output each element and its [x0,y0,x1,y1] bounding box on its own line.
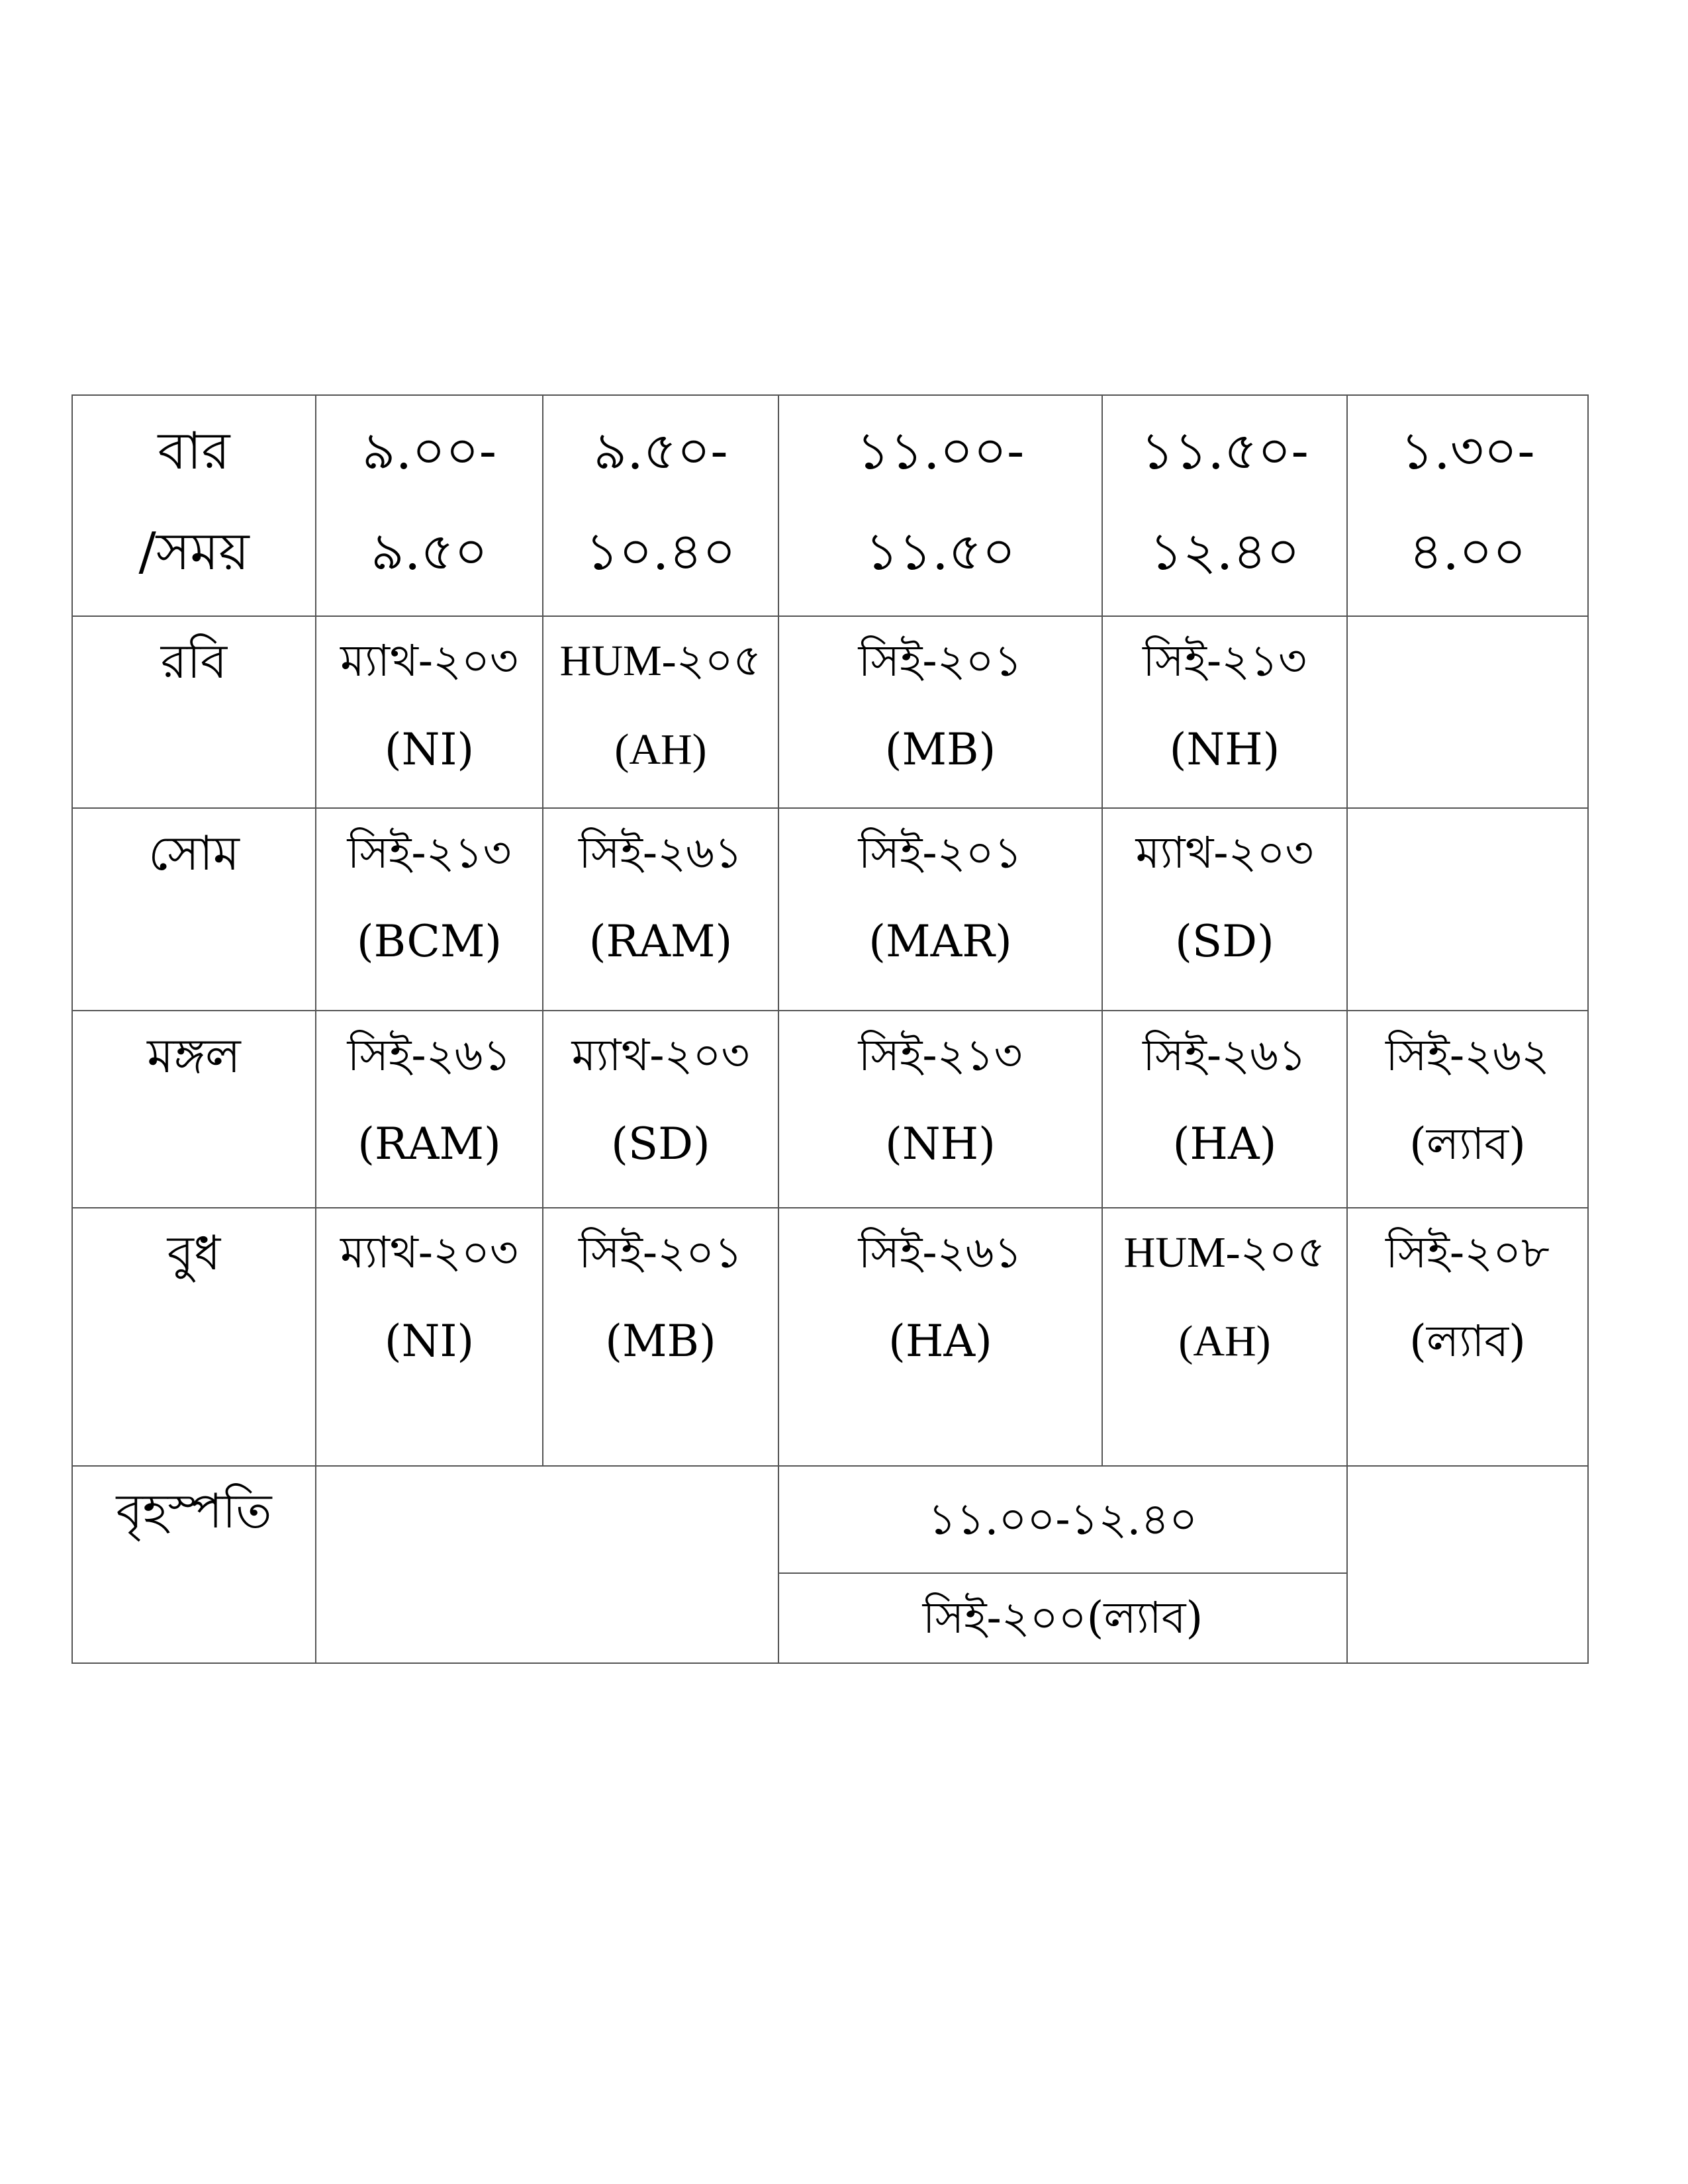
class-cell-empty [1347,1466,1588,1663]
lab-course-cell [778,1573,1347,1663]
class-cell [778,1011,1102,1208]
class-cell [1102,616,1347,808]
lab-time-label: ১১.০০-১২.৪০ [927,1494,1198,1545]
class-label: ম্যাথ-২০৩ (NI) [340,1227,518,1367]
day-label: সোম [148,825,240,881]
class-cell [316,1208,543,1466]
class-cell [316,616,543,808]
class-cell [1102,808,1347,1011]
class-label: সিই-২১৩ (BCM) [347,827,512,967]
class-label: সিই-২৬২ (ল্যাব) [1385,1030,1550,1169]
class-cell [778,616,1102,808]
header-slot-3-label: ১১.০০- ১১.৫০ [856,422,1025,582]
row-sunday [72,616,1588,808]
day-label: মঙ্গল [147,1028,241,1083]
header-slot-5-label: ১.৩০- ৪.০০ [1400,422,1535,582]
day-cell-thursday [72,1466,316,1663]
class-label: HUM-২০৫ (AH) [1123,1228,1326,1365]
header-cell-slot-3 [778,395,1102,616]
day-label: বুধ [167,1225,221,1281]
class-label: সিই-২৬১ (HA) [858,1227,1023,1367]
class-cell-empty [316,1466,778,1663]
class-label: ম্যাথ-২০৩ (SD) [571,1030,750,1169]
header-cell-slot-1 [316,395,543,616]
class-label: সিই-২১৩ (NH) [1143,635,1307,775]
day-label: রবি [160,633,228,689]
row-tuesday [72,1011,1588,1208]
class-cell-empty [1347,808,1588,1011]
day-cell-monday [72,808,316,1011]
class-cell [1347,1208,1588,1466]
class-cell [316,1011,543,1208]
row-wednesday [72,1208,1588,1466]
class-cell [1347,1011,1588,1208]
class-cell [778,1208,1102,1466]
class-cell [1102,1208,1347,1466]
header-cell-slot-5 [1347,395,1588,616]
row-thursday-top [72,1466,1588,1573]
class-label: সিই-২৬১ (HA) [1143,1030,1307,1169]
header-row [72,395,1588,616]
class-cell [543,1011,778,1208]
class-cell [316,808,543,1011]
class-label: ম্যাথ-২০৩ (SD) [1135,827,1314,967]
header-cell-slot-4 [1102,395,1347,616]
class-cell [778,808,1102,1011]
class-label: সিই-২০৮ (ল্যাব) [1385,1227,1550,1367]
day-cell-sunday [72,616,316,808]
header-slot-1-label: ৯.০০- ৯.৫০ [361,422,497,582]
class-label: সিই-২৬১ (RAM) [579,827,743,967]
class-label: সিই-২৬১ (RAM) [347,1030,512,1169]
class-label: সিই-২০১ (MB) [858,635,1023,775]
class-label: সিই-২০১ (MAR) [858,827,1023,967]
day-cell-wednesday [72,1208,316,1466]
class-label: সিই-২০১ (MB) [579,1227,743,1367]
class-cell-empty [1347,616,1588,808]
day-cell-tuesday [72,1011,316,1208]
class-cell [543,808,778,1011]
class-routine-table [71,394,1589,1664]
header-slot-4-label: ১১.৫০- ১২.৪০ [1141,422,1309,582]
lab-course-label: সিই-২০০(ল্যাব) [922,1592,1203,1643]
class-cell [1102,1011,1347,1208]
class-cell [543,1208,778,1466]
class-label: সিই-২১৩ (NH) [858,1030,1023,1169]
class-label: ম্যাথ-২০৩ (NI) [340,635,518,775]
class-cell [543,616,778,808]
lab-time-cell [778,1466,1347,1573]
header-cell-slot-2 [543,395,778,616]
row-monday [72,808,1588,1011]
day-label: বৃহস্পতি [116,1483,272,1539]
class-label: HUM-২০৫ (AH) [559,637,762,774]
header-cell-day-time [72,395,316,616]
header-day-time-label: বার /সময় [138,422,250,582]
header-slot-2-label: ৯.৫০- ১০.৪০ [585,422,736,582]
